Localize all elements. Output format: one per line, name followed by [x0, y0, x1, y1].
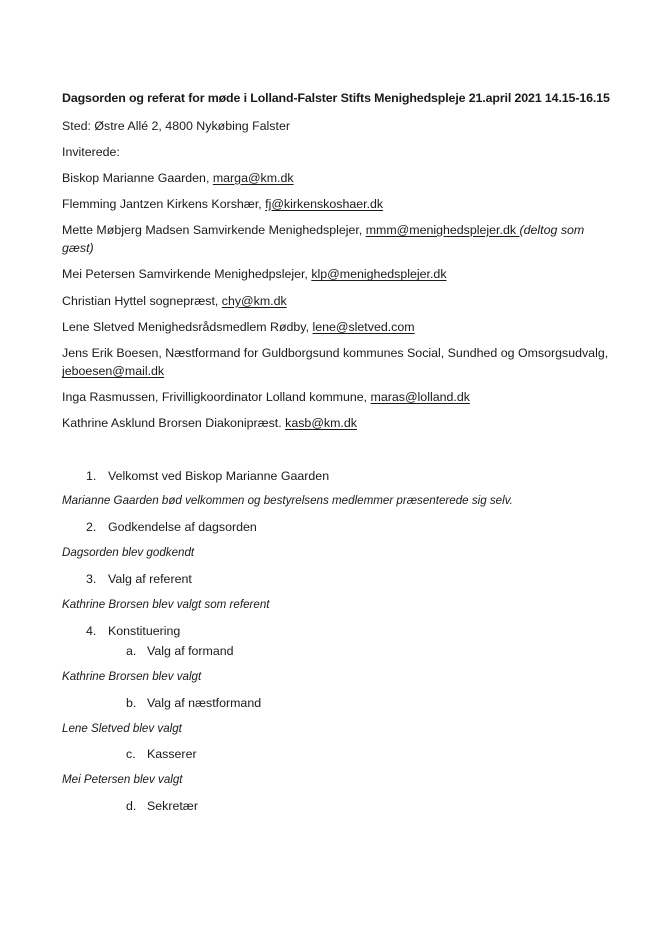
agenda-subitem-label: Kasserer	[147, 747, 197, 762]
invitee-row	[62, 195, 616, 214]
agenda-item-marker: 2.	[86, 520, 97, 535]
agenda-item-response: Marianne Gaarden bød velkommen og bestyrelsens medlemmer præsenterede sig selv.	[62, 494, 513, 508]
invitee-name-role: Mette Møbjerg Madsen Samvirkende Menighedsplejer,	[62, 222, 366, 237]
agenda-list	[62, 467, 616, 816]
agenda-item-label: Valg af referent	[108, 572, 192, 587]
agenda-subitem-label: Valg af næstformand	[147, 695, 262, 710]
invitee-email-link[interactable]: fj@kirkenskoshaer.dk	[265, 196, 384, 211]
agenda-item-response: Dagsorden blev godkendt	[62, 546, 195, 560]
invitee-row	[62, 414, 616, 433]
meeting-location: Sted: Østre Allé 2, 4800 Nykøbing Falster	[62, 118, 290, 133]
agenda-item-marker: 1.	[86, 468, 97, 483]
agenda-subitem-marker: c.	[126, 747, 136, 762]
invitee-name-role: Lene Sletved Menighedsrådsmedlem Rødby,	[62, 319, 313, 334]
invitee-email-link[interactable]: kasb@km.dk	[285, 416, 357, 431]
agenda-item-label: Godkendelse af dagsorden	[108, 520, 257, 535]
section-spacer	[62, 441, 616, 467]
agenda-item	[62, 570, 616, 589]
invitee-email-link[interactable]: jeboesen@mail.dk	[62, 364, 165, 379]
agenda-subitem-label: Sekretær	[147, 799, 198, 814]
invitee-name-role: Jens Erik Boesen, Næstformand for Guldborgsund kommunes Social, Sundhed og Omsorgsudvalg,	[62, 345, 609, 360]
invitee-email-link[interactable]: chy@km.dk	[221, 293, 287, 308]
agenda-item-label: Velkomst ved Biskop Marianne Gaarden	[108, 468, 330, 483]
invitee-note: (deltog som gæst)	[62, 222, 585, 256]
invitee-row	[62, 344, 616, 381]
agenda-item	[62, 622, 616, 641]
invitee-row	[62, 221, 616, 258]
invitee-email-link[interactable]: maras@lolland.dk	[370, 390, 470, 405]
invitee-row	[62, 388, 616, 407]
invitee-name-role: Inga Rasmussen, Frivilligkoordinator Lolland kommune,	[62, 390, 371, 405]
invitee-row	[62, 169, 616, 188]
invitees-heading: Inviterede:	[62, 144, 120, 159]
invitee-email-link[interactable]: klp@menighedsplejer.dk	[311, 267, 447, 282]
agenda-subitem-marker: b.	[126, 695, 137, 710]
agenda-item-marker: 3.	[86, 572, 97, 587]
agenda-item-label: Konstituering	[108, 623, 181, 638]
invitees-list	[62, 169, 616, 433]
invitee-name-role: Mei Petersen Samvirkende Menighedpslejer,	[62, 267, 312, 282]
invitee-name-role: Flemming Jantzen Kirkens Korshær,	[62, 196, 266, 211]
document-title: Dagsorden og referat for møde i Lolland-Falster Stifts Menighedspleje 21.april 2021 14.15-16.15	[62, 91, 610, 105]
agenda-subitem	[62, 797, 616, 816]
agenda-item	[62, 467, 616, 486]
agenda-subitem-response: Kathrine Brorsen blev valgt	[62, 669, 202, 683]
invitee-name-role: Kathrine Asklund Brorsen Diakonipræst.	[62, 416, 286, 431]
agenda-subitem-label: Valg af formand	[147, 643, 234, 658]
invitee-email-link[interactable]: mmm@menighedsplejer.dk	[365, 222, 520, 237]
agenda-subitem	[62, 694, 616, 713]
agenda-subitem-marker: d.	[126, 799, 137, 814]
agenda-subitem-response: Lene Sletved blev valgt	[62, 721, 182, 735]
agenda-item-marker: 4.	[86, 623, 97, 638]
agenda-subitem-response: Mei Petersen blev valgt	[62, 773, 183, 787]
invitee-row	[62, 318, 616, 337]
invitee-email-link[interactable]: lene@sletved.com	[312, 319, 415, 334]
invitee-name-role: Christian Hyttel sognepræst,	[62, 293, 222, 308]
agenda-item	[62, 518, 616, 537]
agenda-subitem-marker: a.	[126, 643, 137, 658]
invitee-row	[62, 265, 616, 284]
agenda-item-response: Kathrine Brorsen blev valgt som referent	[62, 597, 270, 611]
invitee-email-link[interactable]: marga@km.dk	[212, 170, 294, 185]
invitee-name-role: Biskop Marianne Gaarden,	[62, 170, 213, 185]
invitee-row	[62, 292, 616, 311]
agenda-subitem	[62, 745, 616, 764]
agenda-subitem	[62, 642, 616, 661]
